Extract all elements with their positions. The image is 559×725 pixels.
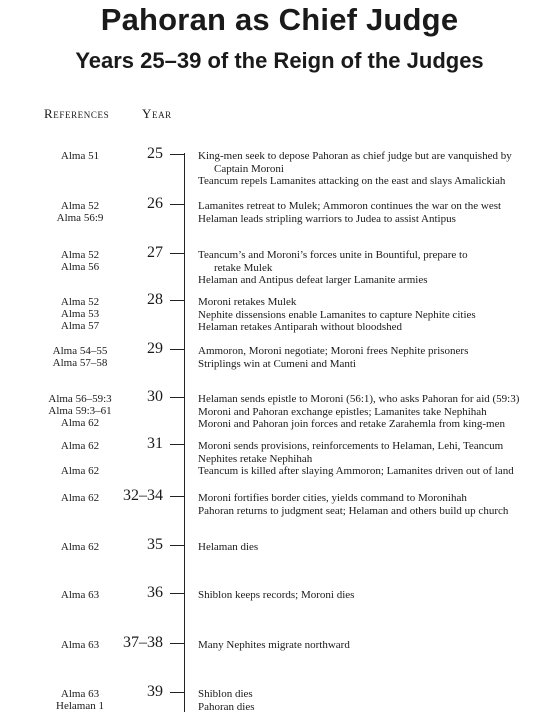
event-text: Teancum’s and Moroni’s forces unite in Bountiful, prepare to	[198, 249, 468, 261]
event-text: King-men seek to depose Pahoran as chief judge but are vanquished by	[198, 150, 512, 162]
year-column-header: Year	[142, 106, 172, 121]
reference: Alma 52	[60, 249, 100, 261]
events-cell	[198, 296, 558, 334]
year-label: 32–34	[123, 487, 163, 504]
reference	[30, 452, 130, 464]
year-tick	[170, 692, 185, 693]
reference: Alma 63	[60, 589, 100, 601]
events-cell	[198, 639, 558, 652]
reference: Alma 62	[60, 541, 100, 553]
event-text: Helaman dies	[198, 541, 259, 553]
reference: Alma 54–55	[52, 345, 108, 357]
year-tick	[170, 300, 185, 301]
event-text: Teancum is killed after slaying Ammoron; Lamanites driven out of land	[198, 465, 514, 477]
year-label: 27	[147, 244, 163, 261]
year-label: 36	[147, 584, 163, 601]
events-cell	[198, 541, 558, 554]
reference: Alma 52	[60, 200, 100, 212]
event-text: Moroni sends provisions, reinforcements to Helaman, Lehi, Teancum	[198, 440, 504, 452]
reference: Alma 62	[60, 465, 100, 477]
year-tick	[170, 496, 185, 497]
reference: Alma 56:9	[56, 212, 104, 224]
event-text: Helaman leads stripling warriors to Judea to assist Antipus	[198, 212, 456, 225]
year-label: 26	[147, 195, 163, 212]
page-subtitle: Years 25–39 of the Reign of the Judges	[75, 48, 484, 73]
year-label: 29	[147, 340, 163, 357]
year-label: 28	[147, 291, 163, 308]
year-tick	[170, 204, 185, 205]
events-cell	[198, 492, 558, 517]
event-text: Ammoron, Moroni negotiate; Moroni frees Nephite prisoners	[198, 345, 469, 357]
year-tick	[170, 643, 185, 644]
year-tick	[170, 154, 185, 155]
event-text: Moroni and Pahoran join forces and retake Zarahemla from king-men	[198, 418, 505, 430]
event-text: Pahoran returns to judgment seat; Helaman and others build up church	[198, 504, 509, 517]
events-cell	[198, 249, 558, 287]
timeline-axis	[184, 153, 185, 712]
year-tick	[170, 444, 185, 445]
event-text: Shiblon keeps records; Moroni dies	[198, 589, 355, 601]
event-text: Shiblon dies	[198, 688, 253, 700]
event-text: Striplings win at Cumeni and Manti	[198, 357, 356, 370]
year-label: 35	[147, 536, 163, 553]
events-cell	[198, 150, 558, 188]
event-text: Helaman sends epistle to Moroni (56:1), who asks Pahoran for aid (59:3)	[198, 393, 520, 405]
events-cell	[198, 440, 558, 478]
events-cell	[198, 200, 558, 225]
year-tick	[170, 397, 185, 398]
year-tick	[170, 253, 185, 254]
event-text: Helaman and Antipus defeat larger Lamanite armies	[198, 274, 428, 286]
reference: Alma 56–59:3	[48, 393, 112, 405]
event-text: Moroni retakes Mulek	[198, 296, 297, 308]
event-text: Moroni and Pahoran exchange epistles; Lamanites take Nephihah	[198, 405, 487, 418]
event-text: Helaman retakes Antiparah without bloodshed	[198, 321, 403, 333]
year-label: 37–38	[123, 634, 163, 651]
reference: Helaman 1	[56, 700, 104, 712]
reference: Alma 63	[60, 639, 100, 651]
reference: Alma 62	[60, 492, 100, 504]
references-column-header: References	[44, 106, 110, 121]
reference: Alma 56	[60, 261, 100, 273]
event-text: Moroni fortifies border cities, yields command to Moronihah	[198, 492, 467, 504]
event-text: Teancum repels Lamanites attacking on the east and slays Amalickiah	[198, 175, 506, 187]
event-text: Nephites retake Nephihah	[198, 452, 313, 465]
year-tick	[170, 545, 185, 546]
year-tick	[170, 593, 185, 594]
reference: Alma 63	[60, 688, 100, 700]
year-label: 30	[147, 388, 163, 405]
events-cell	[198, 589, 558, 602]
reference: Alma 62	[60, 417, 100, 429]
reference: Alma 59:3–61	[48, 405, 112, 417]
event-text: Many Nephites migrate northward	[198, 639, 350, 651]
event-text: Captain Moroni	[214, 162, 284, 175]
event-text: Pahoran dies	[198, 700, 255, 713]
reference: Alma 52	[60, 296, 100, 308]
event-text: Lamanites retreat to Mulek; Ammoron continues the war on the west	[198, 200, 502, 212]
year-label: 39	[147, 683, 163, 700]
page-title: Pahoran as Chief Judge	[100, 2, 459, 37]
event-text: Nephite dissensions enable Lamanites to capture Nephite cities	[198, 308, 476, 321]
reference: Alma 57–58	[52, 357, 108, 369]
year-label: 25	[147, 145, 163, 162]
reference: Alma 51	[60, 150, 100, 162]
events-cell	[198, 393, 558, 431]
events-cell	[198, 345, 558, 370]
reference: Alma 53	[60, 308, 100, 320]
reference: Alma 62	[60, 440, 100, 452]
year-tick	[170, 349, 185, 350]
event-text: retake Mulek	[214, 261, 273, 274]
reference: Alma 57	[60, 320, 100, 332]
year-label: 31	[147, 435, 163, 452]
events-cell	[198, 688, 558, 713]
